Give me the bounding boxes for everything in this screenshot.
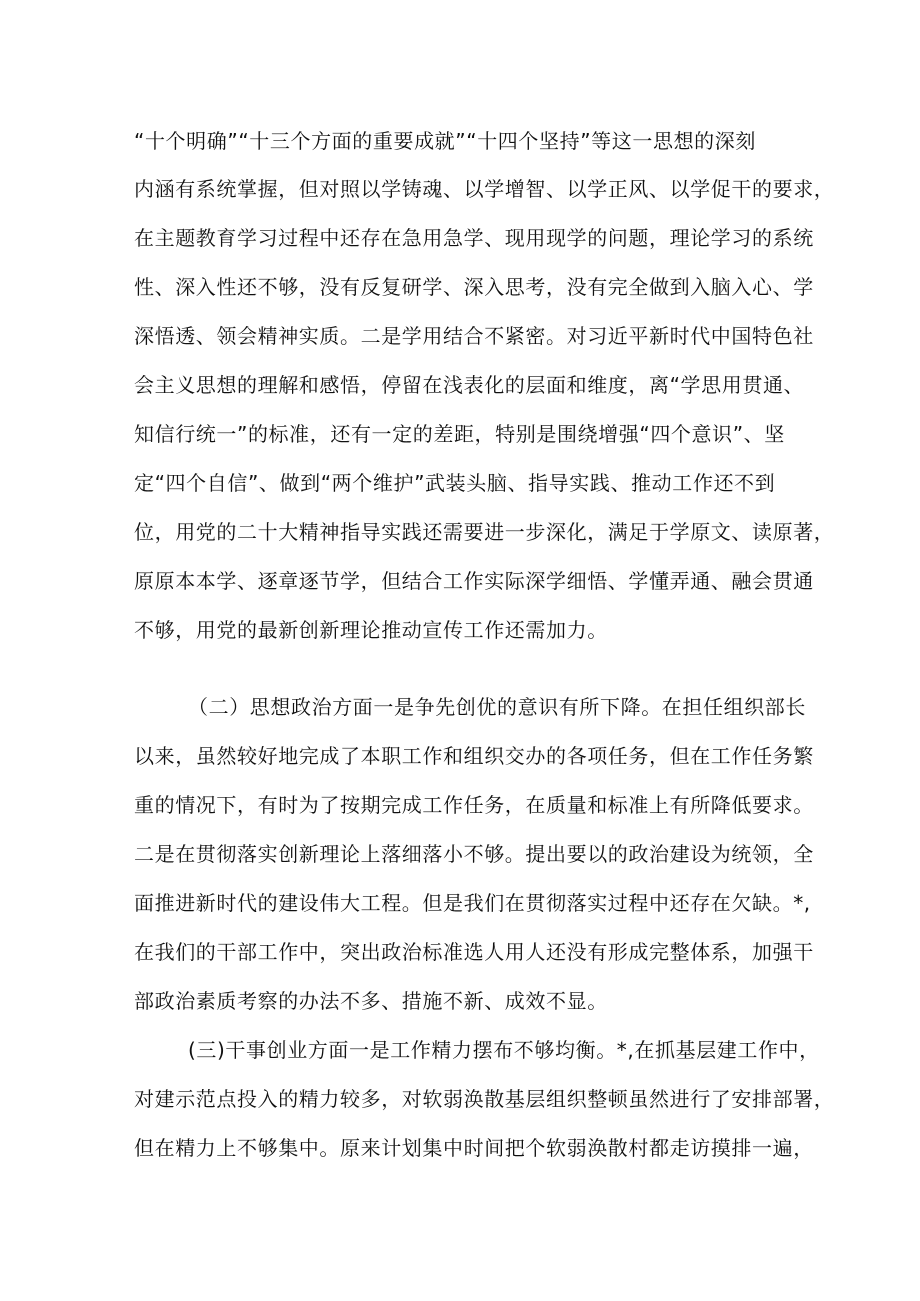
text-line: 重的情况下，有时为了按期完成工作任务，在质量和标准上有所降低要求。 — [134, 793, 814, 817]
section-heading-line: (三)干事创业方面一是工作精力摆布不够均衡。*,在抓基层建工作中， — [188, 1038, 820, 1062]
text-line: 定“四个自信”、做到“两个维护”武装头脑、指导实践、推动工作还不到 — [134, 471, 776, 495]
text-line: 深悟透、领会精神实质。二是学用结合不紧密。对习近平新时代中国特色社 — [134, 324, 814, 348]
text-line: “十个明确”“十三个方面的重要成就”“十四个坚持”等这一思想的深刻 — [134, 129, 756, 153]
text-line: 知信行统一”的标准，还有一定的差距，特别是围绕增强“四个意识”、坚 — [134, 422, 785, 446]
text-line: 会主义思想的理解和感悟，停留在浅表化的层面和维度，离“学思用贯通、 — [134, 373, 805, 397]
text-line: 内涵有系统掌握，但对照以学铸魂、以学增智、以学正风、以学促干的要求， — [134, 177, 835, 201]
text-line: 以来，虽然较好地完成了本职工作和组织交办的各项任务，但在工作任务繁 — [134, 744, 814, 768]
text-line: 面推进新时代的建设伟大工程。但是我们在贯彻落实过程中还存在欠缺。*, — [134, 891, 811, 915]
text-line: 原原本本学、逐章逐节学，但结合工作实际深学细悟、学懂弄通、融会贯通 — [134, 569, 814, 593]
section-heading-line: （二）思想政治方面一是争先创优的意识有所下降。在担任组织部长 — [188, 695, 806, 719]
text-line: 位，用党的二十大精神指导实践还需要进一步深化，满足于学原文、读原著， — [134, 520, 835, 544]
text-line: 在主题教育学习过程中还存在急用急学、现用现学的问题，理论学习的系统 — [134, 226, 814, 250]
text-line: 但在精力上不够集中。原来计划集中时间把个软弱涣散村都走访摸排一遍， — [134, 1136, 814, 1160]
text-line: 不够，用党的最新创新理论推动宣传工作还需加力。 — [134, 618, 608, 642]
text-line: 性、深入性还不够，没有反复研学、深入思考，没有完全做到入脑入心、学 — [134, 275, 814, 299]
text-line: 二是在贯彻落实创新理论上落细落小不够。提出要以的政治建设为统领，全 — [134, 842, 814, 866]
text-line: 对建示范点投入的精力较多，对软弱涣散基层组织整顿虽然进行了安排部署， — [134, 1087, 835, 1111]
text-line: 在我们的干部工作中，突出政治标准选人用人还没有形成完整体系，加强干 — [134, 940, 814, 964]
text-line: 部政治素质考察的办法不多、措施不新、成效不显。 — [134, 989, 608, 1013]
